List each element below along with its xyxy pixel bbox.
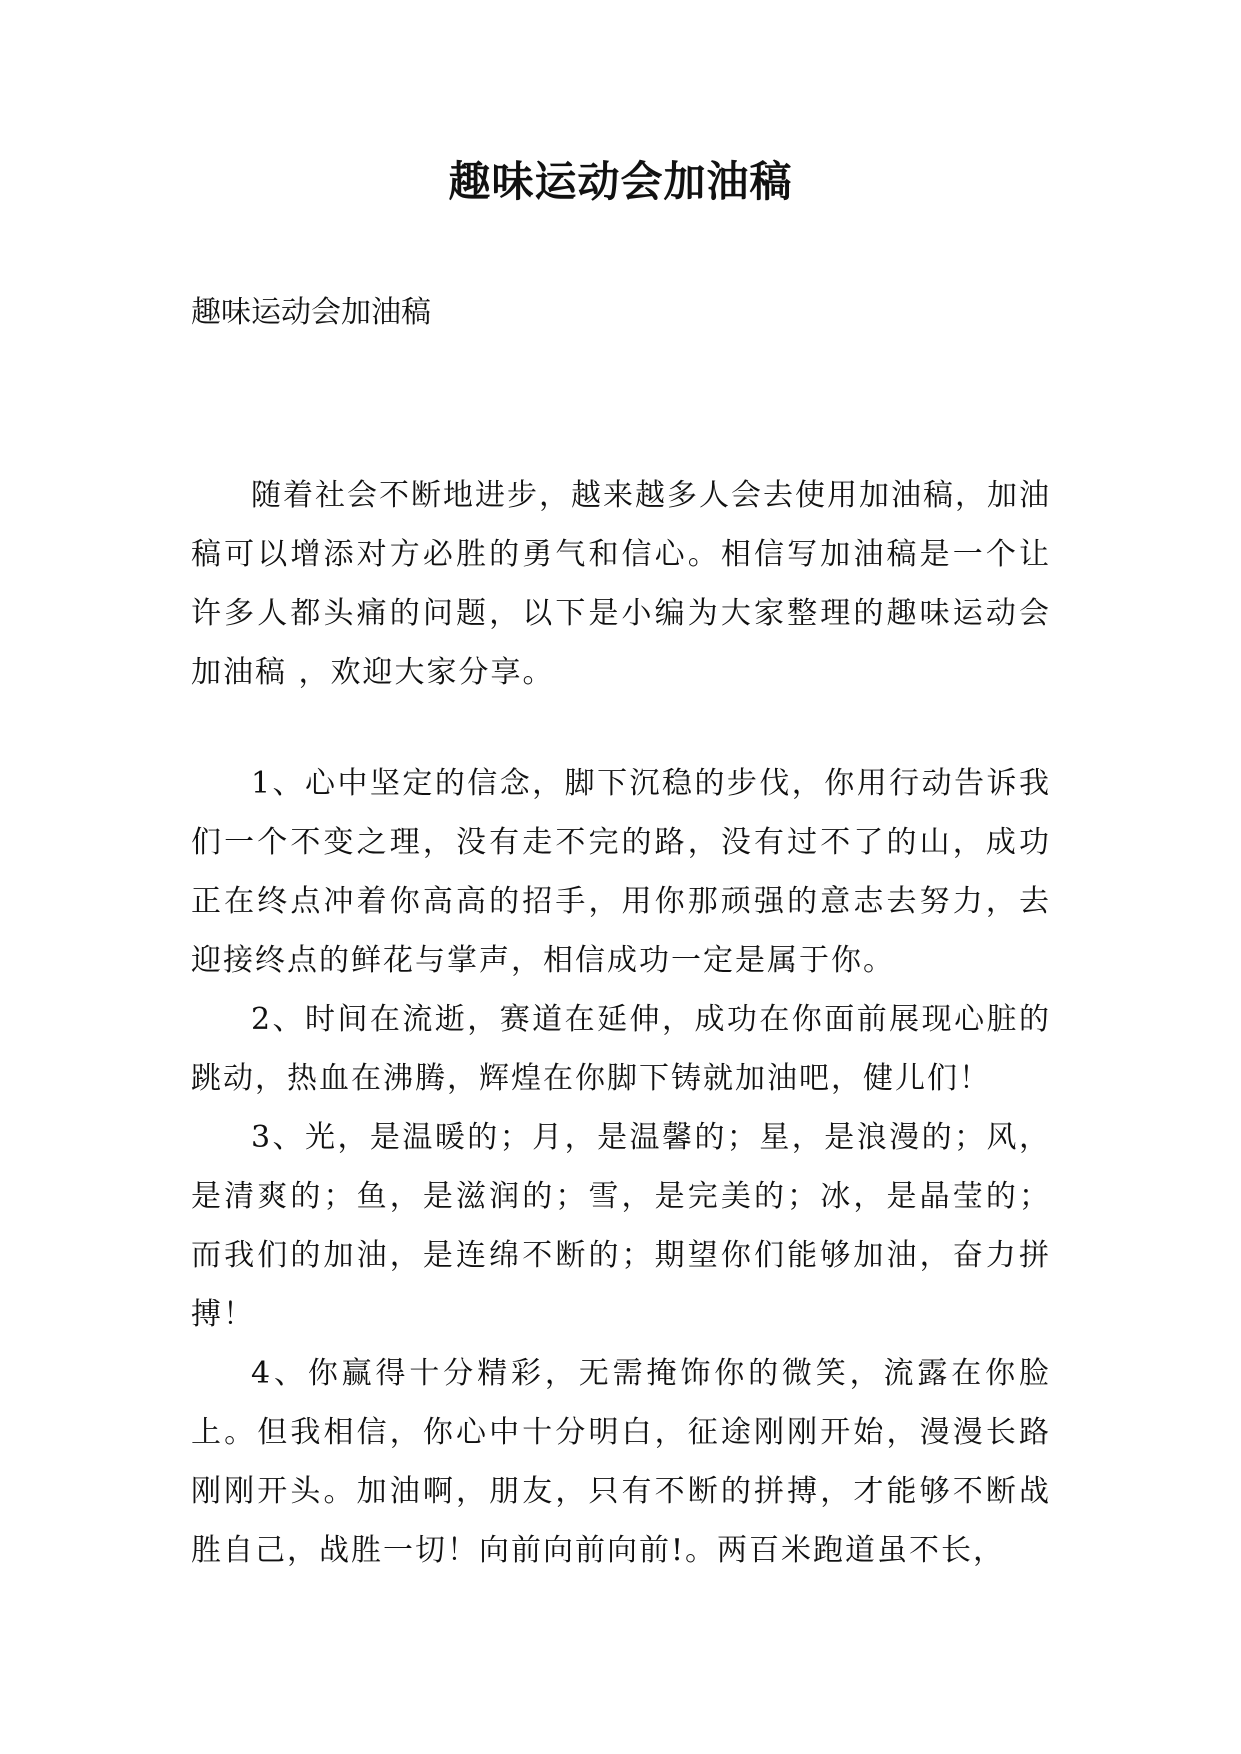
cheer-paragraph-2: 2、时间在流逝，赛道在延伸，成功在你面前展现心脏的跳动，热血在沸腾，辉煌在你脚下铸就加油吧，健儿们！ xyxy=(191,1002,1051,1096)
cheer-paragraph-3: 3、光，是温暖的；月，是温馨的；星，是浪漫的；风，是清爽的；鱼，是滋润的；雪，是完美的；冰，是晶莹的；而我们的加油，是连绵不断的；期望你们能够加油，奋力拼搏！ xyxy=(191,1120,1051,1332)
document-title: 趣味运动会加油稿 xyxy=(448,157,793,206)
intro-paragraph: 随着社会不断地进步，越来越多人会去使用加油稿，加油稿可以增添对方必胜的勇气和信心。相信写加油稿是一个让许多人都头痛的问题，以下是小编为大家整理的趣味运动会加油稿 ，欢迎大家分享。 xyxy=(191,478,1051,690)
cheer-paragraph-4: 4、你赢得十分精彩，无需掩饰你的微笑，流露在你脸上。但我相信，你心中十分明白，征途刚刚开始，漫漫长路刚刚开头。加油啊，朋友，只有不断的拼搏，才能够不断战胜自己，战胜一切！向前向前向前!。两百米跑道虽不长， xyxy=(191,1356,1051,1568)
cheer-paragraph-1: 1、心中坚定的信念，脚下沉稳的步伐，你用行动告诉我们一个不变之理，没有走不完的路，没有过不了的山，成功正在终点冲着你高高的招手，用你那顽强的意志去努力，去迎接终点的鲜花与掌声，相信成功一定是属于你。 xyxy=(191,766,1051,978)
document-subtitle: 趣味运动会加油稿 xyxy=(191,295,431,330)
